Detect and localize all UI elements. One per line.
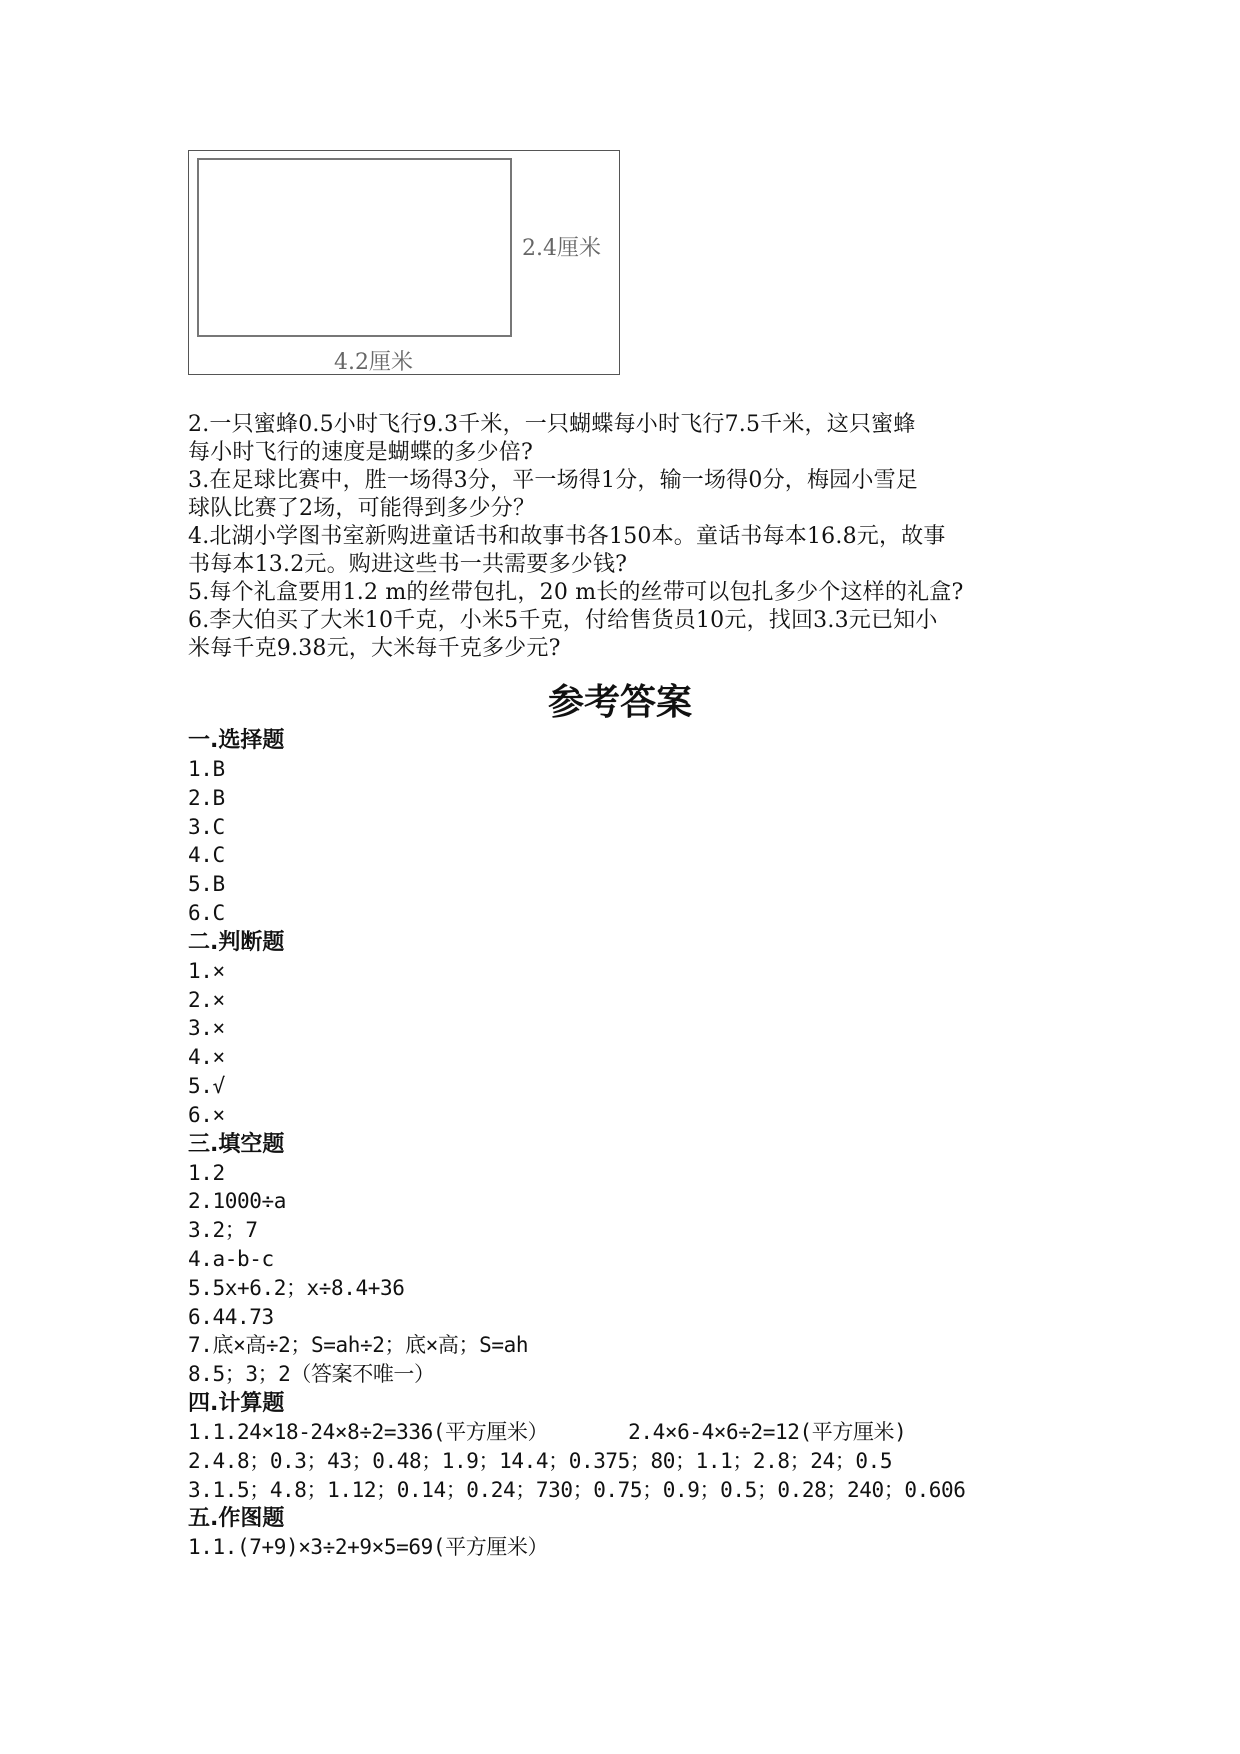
question-line: 书每本13.2元。购进这些书一共需要多少钱? (188, 552, 628, 577)
answer-item: 6.44.73 (188, 1304, 274, 1329)
answer-item: 1.B (188, 757, 225, 781)
question-line: 球队比赛了2场，可能得到多少分？ (188, 496, 536, 521)
section-title-drawing: 五.作图题 (188, 1506, 285, 1532)
answer-item: 2.× (188, 987, 225, 1012)
question-line: 米每千克9.38元，大米每千克多少元? (188, 636, 561, 661)
question-line: 4.北湖小学图书室新购进童话书和故事书各150本。童话书每本16.8元，故事 (188, 524, 946, 549)
answer-item: 3.1.5；4.8；1.12；0.14；0.24；730；0.75；0.9；0.5；0.28；240；0.606 (188, 1477, 966, 1502)
question-line: 每小时飞行的速度是蝴蝶的多少倍? (188, 440, 533, 465)
rectangle-figure (188, 150, 620, 375)
width-label: 4.2厘米 (334, 350, 413, 375)
answer-item: 8.5；3；2（答案不唯一） (188, 1362, 435, 1387)
answer-part: 1.1.24×18-24×8÷2=336(平方厘米） (188, 1419, 549, 1444)
answer-item: 4.a-b-c (188, 1246, 274, 1271)
question-line: 5.每个礼盒要用1.2 m的丝带包扎，20 m长的丝带可以包扎多少个这样的礼盒? (188, 580, 964, 605)
answer-item: 4.× (188, 1045, 225, 1070)
rectangle-shape (197, 158, 512, 337)
answer-item: 3.× (188, 1016, 225, 1041)
answer-item: 6.C (188, 900, 225, 925)
answer-item: 1.2 (188, 1160, 225, 1185)
section-title-judgement: 二.判断题 (188, 929, 285, 955)
answer-item: 3.2；7 (188, 1218, 258, 1243)
answer-item (188, 1418, 1068, 1447)
question-line: 2.一只蜜蜂0.5小时飞行9.3千米，一只蝴蝶每小时飞行7.5千米，这只蜜蜂 (188, 412, 916, 437)
section-title-fill-blank: 三.填空题 (188, 1131, 285, 1157)
answer-item: 1.1.(7+9)×3÷2+9×5=69(平方厘米） (188, 1535, 549, 1560)
height-label: 2.4厘米 (522, 236, 601, 261)
answer-sections (188, 726, 1068, 1562)
answer-item: 3.C (188, 814, 225, 839)
answer-title: 参考答案 (547, 682, 692, 723)
answer-item: 2.B (188, 785, 225, 810)
answer-item: 5.√ (188, 1073, 225, 1098)
answer-part: 2.4×6-4×6÷2=12(平方厘米) (628, 1419, 907, 1444)
answer-item: 5.5x+6.2；x÷8.4+36 (188, 1275, 405, 1300)
answer-item: 1.× (188, 958, 225, 983)
answer-item: 5.B (188, 872, 225, 897)
answer-item: 4.C (188, 843, 225, 868)
answer-item: 6.× (188, 1102, 225, 1127)
section-title-choice: 一.选择题 (188, 728, 285, 753)
answer-item: 2.4.8；0.3；43；0.48；1.9；14.4；0.375；80；1.1；2.8；24；0.5 (188, 1448, 893, 1473)
answer-item: 7.底×高÷2；S=ah÷2；底×高；S=ah (188, 1333, 529, 1358)
question-line: 3.在足球比赛中，胜一场得3分，平一场得1分，输一场得0分，梅园小雪足 (188, 468, 918, 493)
section-title-calculation: 四.计算题 (188, 1390, 285, 1416)
answer-item: 2.1000÷a (188, 1189, 286, 1214)
word-problems (188, 411, 1068, 663)
question-line: 6.李大伯买了大米10千克，小米5千克，付给售货员10元，找回3.3元已知小 (188, 608, 938, 633)
